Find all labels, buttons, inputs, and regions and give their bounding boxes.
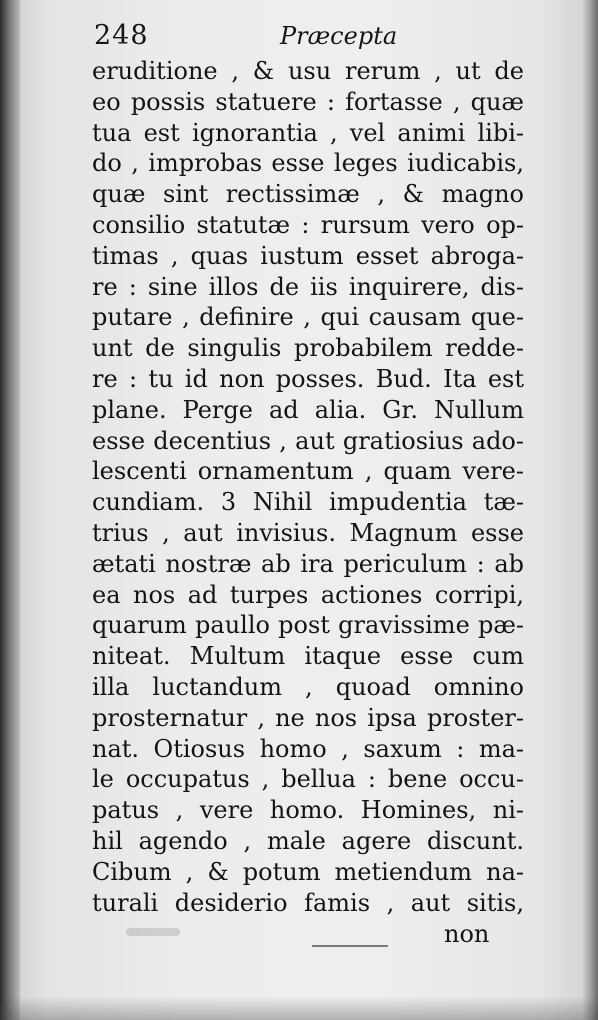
text-line: le occupatus , bellua : bene occu-: [92, 765, 524, 794]
text-line: plane. Perge ad alia. Gr. Nullum: [92, 395, 524, 424]
page-edge-shadow: [582, 0, 598, 1020]
text-line: lescenti ornamentum , quam vere-: [92, 457, 524, 486]
page-bottom-shadow: [0, 996, 598, 1020]
text-line: prosternatur , ne nos ipsa proster-: [92, 703, 524, 732]
text-line: tua est ignorantia , vel animi libi-: [92, 118, 524, 147]
text-line: niteat. Multum itaque esse cum: [92, 642, 524, 671]
text-line: eruditione , & usu rerum , ut de: [92, 57, 524, 85]
text-line: re : sine illos de iis inquirere, dis-: [92, 272, 524, 301]
printer-rule-mark: [312, 945, 388, 947]
ink-smudge: [126, 928, 180, 936]
running-title: Præcepta: [280, 22, 398, 50]
text-line: illa luctandum , quoad omnino: [92, 672, 524, 701]
page-number: 248: [94, 20, 149, 51]
text-line: unt de singulis probabilem redde-: [92, 334, 524, 363]
text-line: timas , quas iustum esset abroga-: [92, 241, 524, 270]
text-line: patus , vere homo. Homines, ni-: [92, 796, 524, 825]
body-text: [92, 56, 524, 918]
text-line: do , improbas esse leges iudicabis,: [92, 149, 524, 178]
text-line: re : tu id non posses. Bud. Ita est: [92, 364, 524, 393]
text-line: nat. Otiosus homo , saxum : ma-: [92, 734, 524, 763]
text-line: quarum paullo post gravissime pæ-: [92, 611, 524, 640]
catchword: non: [444, 920, 490, 948]
page-gutter-shadow: [0, 0, 20, 1020]
text-line: eo possis statuere : fortasse , quæ: [92, 87, 524, 116]
page-header: [94, 20, 524, 60]
text-line: hil agendo , male agere discunt.: [92, 826, 524, 855]
text-line: putare , definire , qui causam que-: [92, 303, 524, 332]
text-line: Cibum , & potum metiendum na-: [92, 857, 524, 886]
text-line: quæ sint rectissimæ , & magno: [92, 180, 524, 209]
text-line: cundiam. 3 Nihil impudentia tæ-: [92, 488, 524, 517]
text-line: esse decentius , aut gratiosius ado-: [92, 426, 524, 455]
text-line: ea nos ad turpes actiones corripi,: [92, 580, 524, 609]
text-line: ætati nostræ ab ira periculum : ab: [92, 549, 524, 578]
text-line: trius , aut invisius. Magnum esse: [92, 518, 524, 547]
text-line: consilio statutæ : rursum vero op-: [92, 210, 524, 239]
text-line: turali desiderio famis , aut sitis,: [92, 888, 524, 917]
